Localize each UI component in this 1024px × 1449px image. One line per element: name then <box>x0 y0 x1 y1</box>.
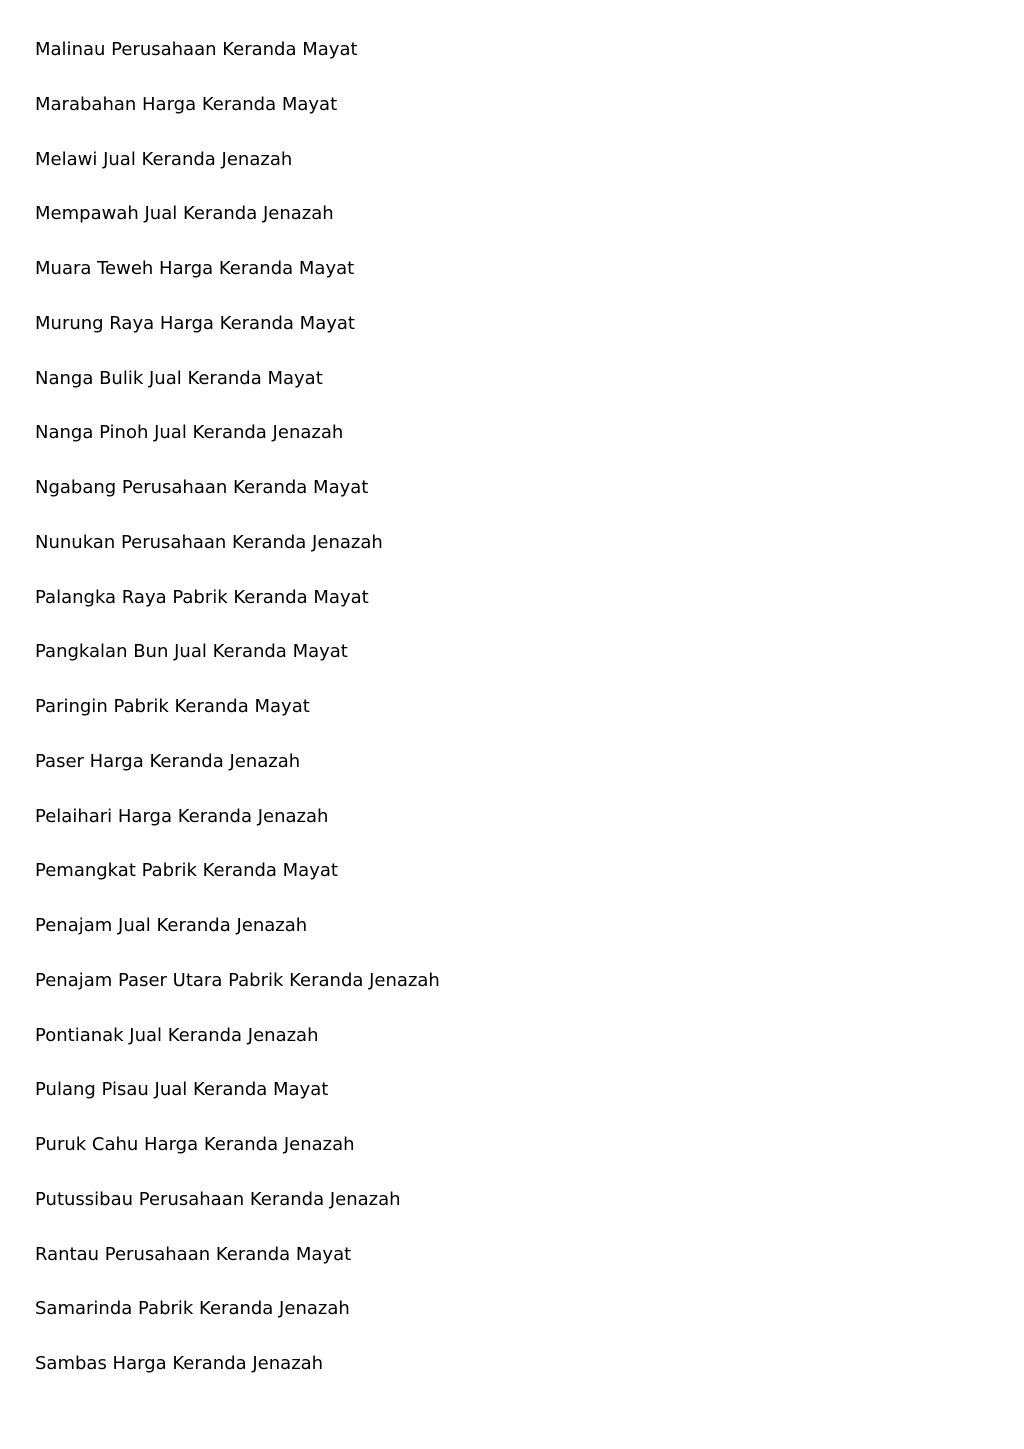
list-item: Putussibau Perusahaan Keranda Jenazah <box>35 1188 401 1210</box>
list-item: Rantau Perusahaan Keranda Mayat <box>35 1243 352 1265</box>
list-item: Puruk Cahu Harga Keranda Jenazah <box>35 1134 355 1155</box>
list-item: Melawi Jual Keranda Jenazah <box>35 148 293 170</box>
list-item: Pelaihari Harga Keranda Jenazah <box>35 805 329 827</box>
list-item: Muara Teweh Harga Keranda Mayat <box>35 258 355 279</box>
list-item: Palangka Raya Pabrik Keranda Mayat <box>35 586 369 608</box>
list-item: Pulang Pisau Jual Keranda Mayat <box>35 1079 329 1101</box>
list-item: Ngabang Perusahaan Keranda Mayat <box>35 477 369 498</box>
list-item: Samarinda Pabrik Keranda Jenazah <box>35 1298 350 1320</box>
list-item: Pontianak Jual Keranda Jenazah <box>35 1024 319 1046</box>
list-item: Nunukan Perusahaan Keranda Jenazah <box>35 531 383 553</box>
list-item: Pemangkat Pabrik Keranda Mayat <box>35 860 338 882</box>
list-item: Nanga Bulik Jual Keranda Mayat <box>35 367 323 389</box>
list-item: Paser Harga Keranda Jenazah <box>35 750 301 772</box>
list-item: Malinau Perusahaan Keranda Mayat <box>35 39 358 60</box>
document-list <box>35 36 440 1405</box>
list-item: Sambas Harga Keranda Jenazah <box>35 1353 324 1374</box>
list-item: Pangkalan Bun Jual Keranda Mayat <box>35 641 348 663</box>
list-item: Nanga Pinoh Jual Keranda Jenazah <box>35 422 344 444</box>
list-item: Mempawah Jual Keranda Jenazah <box>35 203 334 225</box>
list-item: Marabahan Harga Keranda Mayat <box>35 93 338 115</box>
list-item: Penajam Jual Keranda Jenazah <box>35 915 308 936</box>
list-item: Penajam Paser Utara Pabrik Keranda Jenazah <box>35 969 440 991</box>
list-item: Paringin Pabrik Keranda Mayat <box>35 696 310 717</box>
list-item: Murung Raya Harga Keranda Mayat <box>35 312 355 334</box>
